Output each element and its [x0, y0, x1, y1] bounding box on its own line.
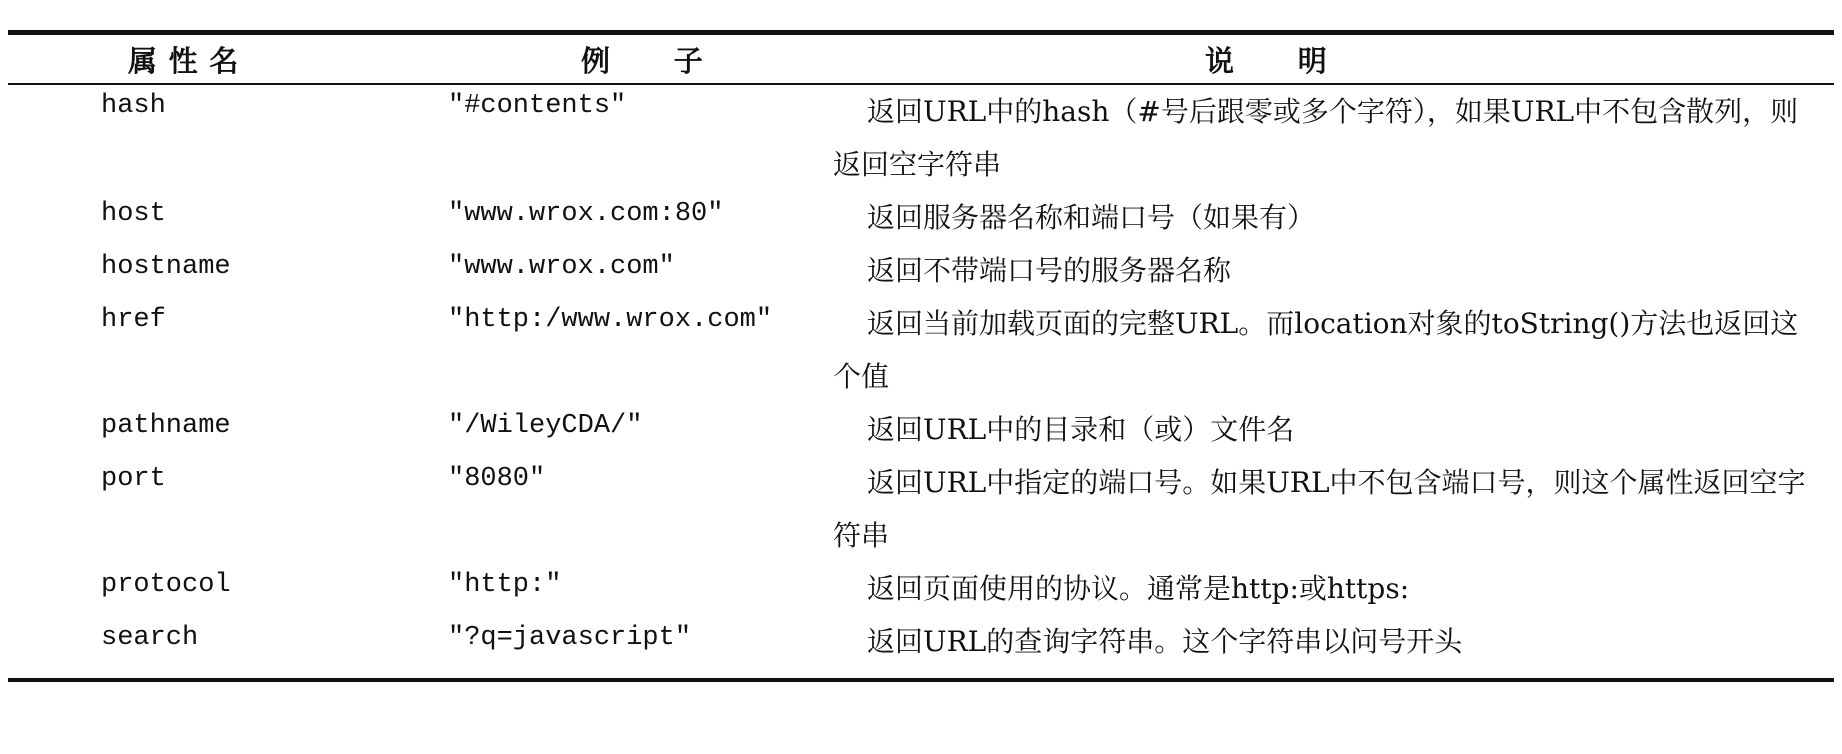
table-row [8, 403, 1834, 456]
property-description [833, 456, 1834, 562]
description-text: 返回URL中的hash（#号后跟零或多个字符），如果URL中不包含散列，则返回空字符串 [833, 95, 1799, 181]
description-text: 返回当前加载页面的完整URL。而location对象的toString()方法也返回这个值 [833, 307, 1799, 393]
description-text: 返回URL中的目录和（或）文件名 [867, 413, 1295, 446]
property-name: hash [101, 91, 166, 121]
property-description [833, 615, 1834, 680]
property-description [833, 84, 1834, 191]
table-row [8, 615, 1834, 680]
header-row [8, 33, 1834, 85]
description-text: 返回不带端口号的服务器名称 [867, 254, 1232, 287]
table-row [8, 191, 1834, 244]
property-example: "www.wrox.com:80" [448, 199, 724, 229]
property-description [833, 403, 1834, 456]
description-text: 返回服务器名称和端口号（如果有） [867, 201, 1316, 234]
property-name: pathname [101, 411, 231, 441]
property-example: "8080" [448, 464, 546, 494]
property-name: host [101, 199, 166, 229]
property-description [833, 297, 1834, 403]
table-header [8, 33, 1834, 85]
header-example: 例子 [581, 43, 767, 78]
property-description [833, 244, 1834, 297]
property-name: port [101, 464, 166, 494]
property-example: "?q=javascript" [448, 623, 692, 653]
location-properties-table [8, 30, 1834, 682]
table-row [8, 84, 1834, 191]
property-description [833, 562, 1834, 615]
table-row [8, 456, 1834, 562]
property-example: "#contents" [448, 91, 627, 121]
property-description [833, 191, 1834, 244]
property-example: "www.wrox.com" [448, 252, 675, 282]
property-name: hostname [101, 252, 231, 282]
property-name: search [101, 623, 199, 653]
description-text: 返回URL中指定的端口号。如果URL中不包含端口号，则这个属性返回空字符串 [833, 466, 1806, 552]
header-property-name: 属性名 [128, 43, 250, 78]
description-text: 返回URL的查询字符串。这个字符串以问号开头 [867, 625, 1463, 658]
table-body [8, 84, 1834, 680]
property-example: "/WileyCDA/" [448, 411, 643, 441]
header-description: 说明 [1205, 43, 1391, 78]
property-name: href [101, 305, 166, 335]
table-row [8, 244, 1834, 297]
table-row [8, 297, 1834, 403]
property-example: "http:" [448, 570, 562, 600]
table-row [8, 562, 1834, 615]
property-example: "http:/www.wrox.com" [448, 305, 773, 335]
property-name: protocol [101, 570, 231, 600]
description-text: 返回页面使用的协议。通常是http:或https: [867, 572, 1410, 605]
